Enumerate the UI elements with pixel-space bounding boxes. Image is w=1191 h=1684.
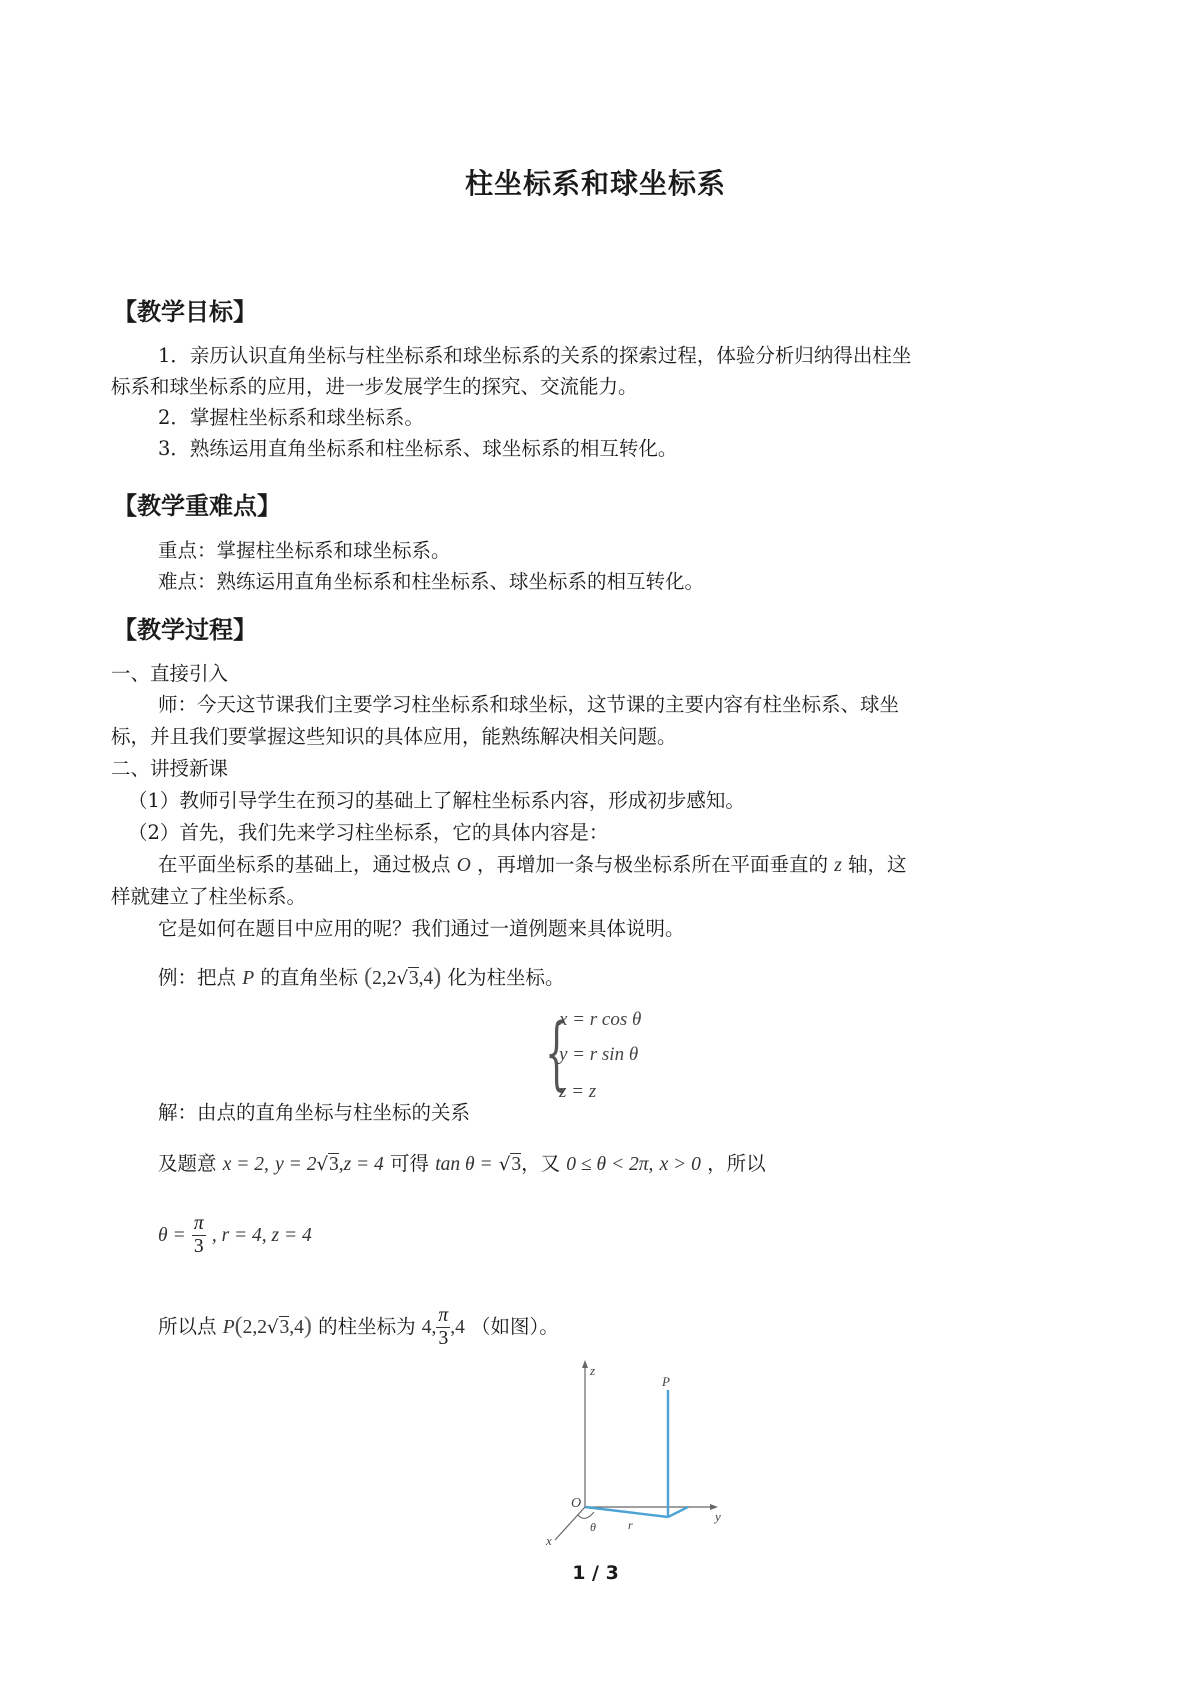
coordinate-relation-system (545, 1003, 665, 1108)
pole-symbol: O (456, 855, 471, 876)
step-1: （1）教师引导学生在预习的基础上了解柱坐标系内容，形成初步感知。 (128, 789, 745, 812)
given-tan-sqrt: 3 (511, 1154, 522, 1175)
example-text-c: 化为柱坐标。 (447, 966, 565, 989)
origin-label: O (571, 1496, 582, 1511)
example-text-b: 的直角坐标 (260, 966, 358, 989)
x-axis (555, 1507, 585, 1540)
coord-part-b: ,4 (418, 968, 434, 989)
coord-sqrt: 3 (408, 968, 419, 989)
given-text-a: 及题意 (158, 1152, 217, 1175)
cylindrical-coordinate-figure (540, 1355, 740, 1545)
system-eq-y: y = r sin θ (559, 1044, 639, 1065)
right-paren: ) (303, 1313, 312, 1339)
solution-line: 解：由点的直角坐标与柱坐标的关系 (158, 1101, 471, 1124)
part1-line-2: 标，并且我们要掌握这些知识的具体应用，能熟练解决相关问题。 (111, 725, 677, 748)
difficult-point: 难点：熟练运用直角坐标系和柱坐标系、球坐标系的相互转化。 (158, 570, 705, 593)
conclusion-coord-a: 2,2 (242, 1317, 268, 1338)
given-tan: tan θ = (435, 1154, 493, 1175)
given-y-sqrt: 3 (328, 1154, 339, 1175)
system-eq-z: z = z (559, 1081, 597, 1102)
conclusion-coord-sqrt: 3 (279, 1317, 290, 1338)
system-eq-x: x = r cos θ (559, 1009, 642, 1030)
fraction-denominator: 3 (438, 1328, 449, 1349)
definition-text-a: 在平面坐标系的基础上，通过极点 (158, 853, 451, 876)
conclusion-value-b: ,4 (450, 1317, 465, 1338)
given-line (158, 1151, 766, 1178)
left-paren: ( (364, 964, 373, 990)
y-axis-label: y (715, 1509, 721, 1524)
conclusion-text-c: （如图）。 (471, 1315, 559, 1338)
part1-line-1: 师：今天这节课我们主要学习柱坐标系和球坐标，这节课的主要内容有柱坐标系、球坐 (158, 693, 900, 716)
definition-line-2: 样就建立了柱坐标系。 (111, 885, 307, 908)
objective-item-1-line-2: 标系和球坐标系的应用，进一步发展学生的探究、交流能力。 (111, 375, 638, 398)
definition-line-1 (158, 852, 907, 879)
coord-part-a: 2,2 (372, 968, 397, 989)
given-text-b: 可得 (390, 1152, 430, 1175)
given-x: x = 2, (222, 1154, 269, 1175)
left-paren: ( (234, 1313, 243, 1339)
given-text-d: ，所以 (707, 1152, 766, 1175)
sqrt-sign: √ (498, 1154, 511, 1175)
conclusion-line (158, 1305, 559, 1350)
part2-title: 二、讲授新课 (111, 757, 229, 780)
step-2: （2）首先，我们先来学习柱坐标系，它的具体内容是： (128, 821, 609, 844)
conclusion-point: P (222, 1317, 235, 1338)
fraction-denominator: 3 (193, 1236, 204, 1257)
theta-label: θ (590, 1520, 596, 1534)
conclusion-text-b: 的柱坐标为 (318, 1315, 416, 1338)
example-text-a: 例：把点 (158, 966, 237, 989)
fraction-pi-over-3 (192, 1213, 206, 1258)
given-x-positive: x > 0 (659, 1154, 701, 1175)
z-axis-symbol: z (834, 855, 842, 876)
given-y-a: y = 2 (275, 1154, 317, 1175)
right-paren: ) (433, 964, 442, 990)
z-axis-label: z (590, 1363, 596, 1378)
brace-symbol: { (545, 1006, 568, 1099)
fraction-numerator: π (438, 1305, 449, 1326)
page-number: 1 / 3 (572, 1562, 619, 1584)
sqrt-sign: √ (267, 1317, 279, 1338)
objective-item-2: 2．掌握柱坐标系和球坐标系。 (158, 406, 424, 429)
fraction-pi-over-3 (436, 1305, 450, 1350)
definition-text-b: ，再增加一条与极坐标系所在平面垂直的 (477, 853, 829, 876)
conclusion-value-a: 4, (421, 1317, 437, 1338)
key-point: 重点：掌握柱坐标系和球坐标系。 (158, 539, 451, 562)
example-line (158, 964, 565, 992)
given-range: 0 ≤ θ < 2π, (566, 1154, 654, 1175)
key-points-heading: 【教学重难点】 (113, 492, 281, 520)
part1-title: 一、直接引入 (111, 662, 229, 685)
point-symbol: P (242, 968, 255, 989)
sqrt-sign: √ (316, 1154, 328, 1175)
result-theta: θ = (158, 1225, 186, 1246)
conclusion-text-a: 所以点 (158, 1315, 217, 1338)
given-y-b: ,z = 4 (338, 1154, 384, 1175)
result-rest: , r = 4, z = 4 (211, 1225, 312, 1246)
result-line (158, 1213, 312, 1258)
x-axis-label: x (546, 1533, 552, 1545)
theta-arc (578, 1512, 594, 1518)
apply-line: 它是如何在题目中应用的呢？我们通过一道例题来具体说明。 (158, 917, 685, 940)
r-segment (585, 1507, 668, 1517)
objective-item-1-line-1: 1．亲历认识直角坐标与柱坐标系和球坐标系的关系的探索过程，体验分析归纳得出柱坐 (158, 344, 912, 367)
definition-text-c: 轴，这 (848, 853, 907, 876)
z-axis-arrow (582, 1360, 588, 1368)
point-P-label: P (662, 1374, 670, 1389)
process-heading: 【教学过程】 (113, 616, 257, 644)
conclusion-coord-b: ,4 (289, 1317, 304, 1338)
projection-segment (668, 1507, 688, 1517)
given-text-c: ，又 (521, 1152, 561, 1175)
objectives-heading: 【教学目标】 (113, 298, 257, 326)
page-title: 柱坐标系和球坐标系 (464, 167, 726, 200)
r-label: r (628, 1518, 633, 1532)
fraction-numerator: π (193, 1213, 204, 1234)
objective-item-3: 3．熟练运用直角坐标系和柱坐标系、球坐标系的相互转化。 (158, 437, 678, 460)
sqrt-sign: √ (396, 968, 408, 989)
